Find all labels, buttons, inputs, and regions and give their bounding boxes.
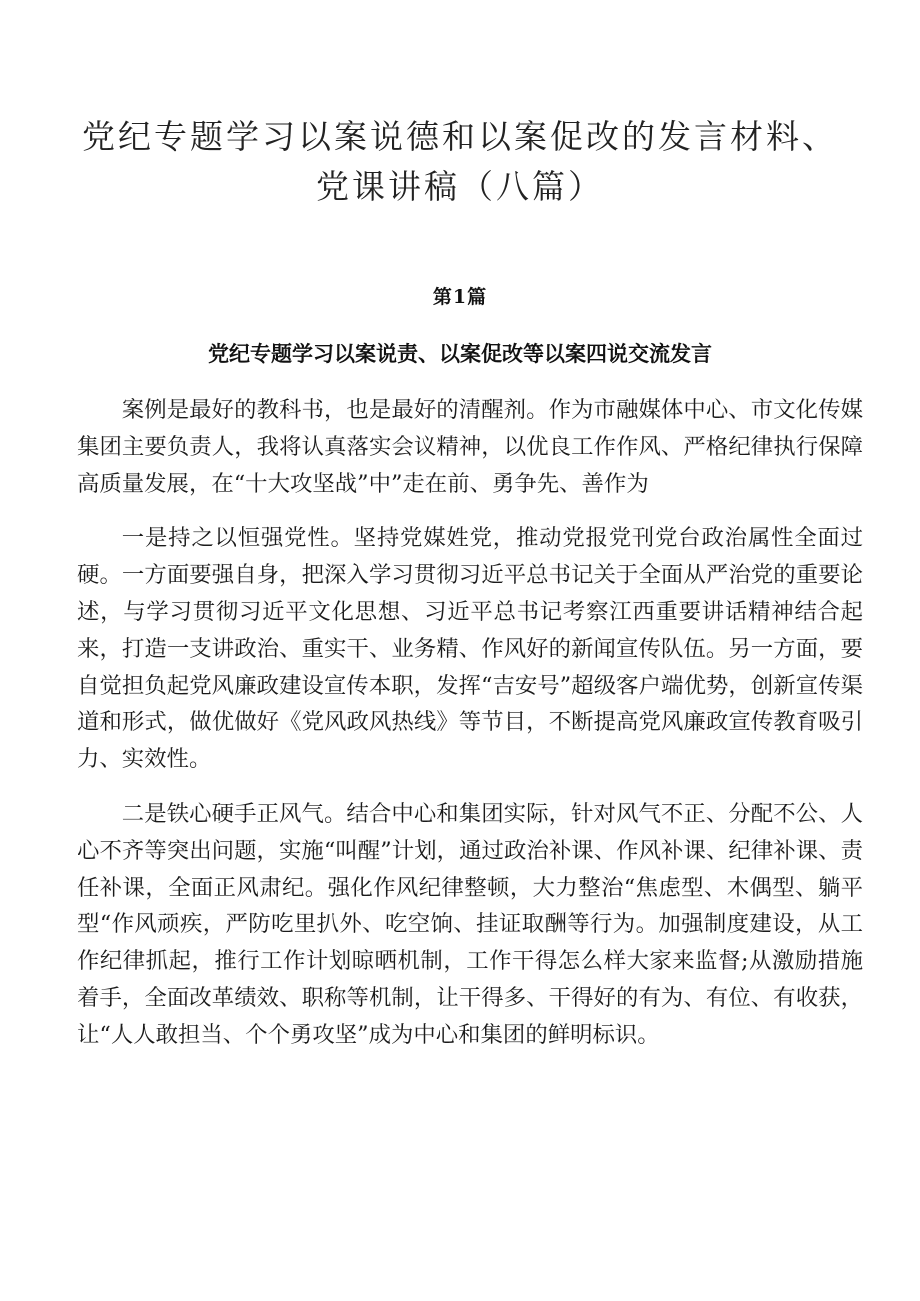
paragraph-point-one: 一是持之以恒强党性。坚持党媒姓党，推动党报党刊党台政治属性全面过硬。一方面要强自身，把深入学习贯彻习近平总书记关于全面从严治党的重要论述，与学习贯彻习近平文化思想、习近平总书记考察江西重要讲话精神结合起来，打造一支讲政治、重实干、业务精、作风好的新闻宣传队伍。另一方面，要自觉担负起党风廉政建设宣传本职，发挥“吉安号”超级客户端优势，创新宣传渠道和形式，做优做好《党风政风热线》等节目，不断提高党风廉政宣传教育吸引力、实效性。 bbox=[77, 525, 863, 773]
body-text bbox=[77, 392, 863, 1054]
section-label: 第1篇 bbox=[432, 286, 488, 308]
paragraph-point-two: 二是铁心硬手正风气。结合中心和集团实际，针对风气不正、分配不公、人心不齐等突出问题，实施“叫醒”计划，通过政治补课、作风补课、纪律补课、责任补课，全面正风肃纪。强化作风纪律整顿，大力整治“焦虑型、木偶型、躺平型“作风顽疾，严防吃里扒外、吃空饷、挂证取酬等行为。加强制度建设，从工作纪律抓起，推行工作计划晾晒机制，工作干得怎么样大家来监督;从激励措施着手，全面改革绩效、职称等机制，让干得多、干得好的有为、有位、有收获，让“人人敢担当、个个勇攻坚”成为中心和集团的鲜明标识。 bbox=[77, 800, 863, 1048]
section-heading: 党纪专题学习以案说责、以案促改等以案四说交流发言 bbox=[208, 342, 712, 366]
paragraph-intro: 案例是最好的教科书，也是最好的清醒剂。作为市融媒体中心、市文化传媒集团主要负责人，我将认真落实会议精神，以优良工作作风、严格纪律执行保障高质量发展，在“十大攻坚战”中”走在前、勇争先、善作为 bbox=[77, 397, 863, 497]
document-title: 党纪专题学习以案说德和以案促改的发言材料、党课讲稿（八篇） bbox=[82, 117, 838, 206]
